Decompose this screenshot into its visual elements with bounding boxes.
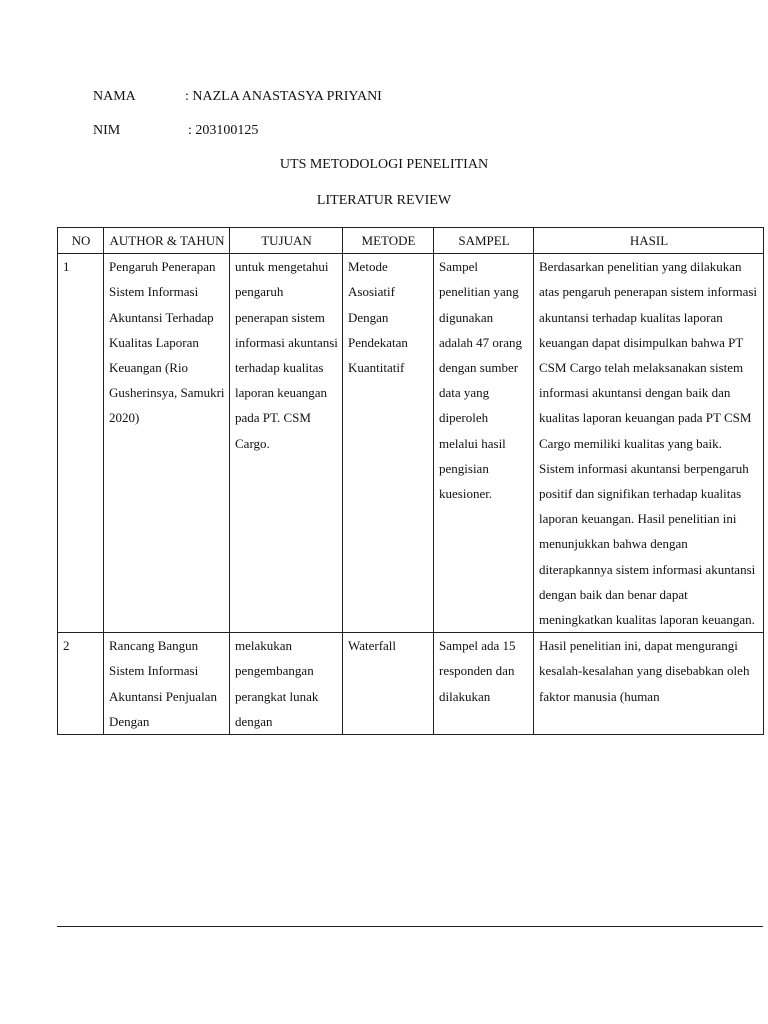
- table-header-row: [58, 228, 764, 254]
- table-bottom-border: [57, 926, 763, 927]
- table-row: [58, 254, 764, 633]
- column-header-no: NO: [58, 228, 104, 254]
- column-header-sampel: SAMPEL: [434, 228, 534, 254]
- column-header-author: AUTHOR & TAHUN: [104, 228, 230, 254]
- cell-hasil: Berdasarkan penelitian yang dilakukan atas pengaruh penerapan sistem informasi akuntansi terhadap kualitas laporan keuangan dapat disimpulkan bahwa PT CSM Cargo telah melaksanakan sistem informasi akuntansi dengan baik dan kualitas laporan keuangan pada PT CSM Cargo memiliki kualitas yang baik. Sistem informasi akuntansi berpengaruh positif dan signifikan terhadap kualitas laporan keuangan. Hasil penelitian ini menunjukkan bahwa dengan diterapkannya sistem informasi akuntansi dengan baik dan benar dapat meningkatkan kualitas laporan keuangan.: [534, 254, 764, 633]
- nama-value: : NAZLA ANASTASYA PRIYANI: [185, 89, 382, 104]
- cell-no: 2: [58, 633, 104, 735]
- column-header-hasil: HASIL: [534, 228, 764, 254]
- cell-metode: Metode Asosiatif Dengan Pendekatan Kuantitatif: [343, 254, 434, 633]
- column-header-metode: METODE: [343, 228, 434, 254]
- cell-author: Pengaruh Penerapan Sistem Informasi Akuntansi Terhadap Kualitas Laporan Keuangan (Rio Gusherinsya, Samukri 2020): [104, 254, 230, 633]
- column-header-tujuan: TUJUAN: [230, 228, 343, 254]
- nim-value: : 203100125: [188, 123, 259, 138]
- document-subtitle: LITERATUR REVIEW: [316, 193, 452, 208]
- nim-label: NIM: [93, 123, 121, 138]
- cell-sampel: Sampel ada 15 responden dan dilakukan: [434, 633, 534, 735]
- cell-metode: Waterfall: [343, 633, 434, 735]
- table-row: [58, 633, 764, 735]
- cell-sampel: Sampel penelitian yang digunakan adalah 47 orang dengan sumber data yang diperoleh melalui hasil pengisian kuesioner.: [434, 254, 534, 633]
- document-title: UTS METODOLOGI PENELITIAN: [279, 157, 489, 172]
- nim-row: [93, 121, 259, 141]
- table-viewport: [57, 227, 764, 927]
- cell-hasil: Hasil penelitian ini, dapat mengurangi kesalah-kesalahan yang disebabkan oleh faktor manusia (human: [534, 633, 764, 735]
- nama-label: NAMA: [93, 89, 136, 104]
- literature-review-table: [57, 227, 764, 735]
- cell-tujuan: untuk mengetahui pengaruh penerapan sistem informasi akuntansi terhadap kualitas laporan keuangan pada PT. CSM Cargo.: [230, 254, 343, 633]
- cell-author: Rancang Bangun Sistem Informasi Akuntansi Penjualan Dengan: [104, 633, 230, 735]
- cell-tujuan: melakukan pengembangan perangkat lunak dengan: [230, 633, 343, 735]
- cell-no: 1: [58, 254, 104, 633]
- nama-row: [93, 87, 382, 107]
